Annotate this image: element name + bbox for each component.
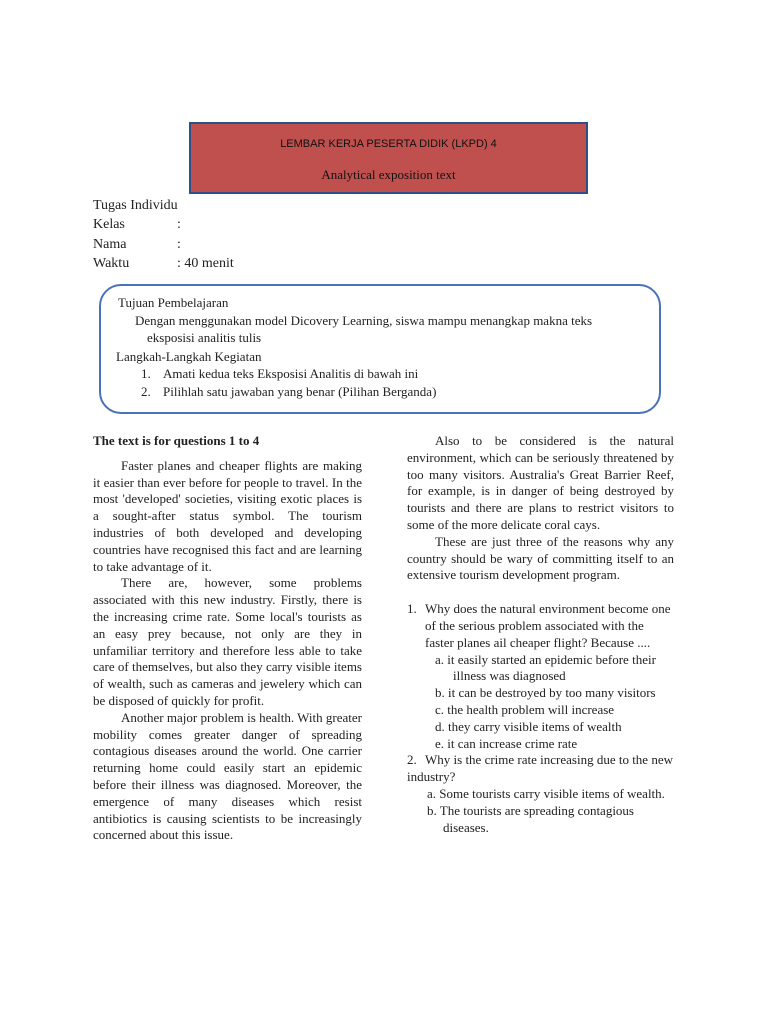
goal-line-1: Dengan menggunakan model Dicovery Learning, siswa mampu menangkap makna teks: [135, 313, 593, 328]
header-box: [189, 122, 588, 194]
question-number: 1.: [407, 601, 417, 617]
step-number: 2.: [141, 384, 151, 399]
option-b[interactable]: b. The tourists are spreading contagious diseases.: [427, 802, 634, 835]
option-e[interactable]: e. it can increase crime rate: [435, 735, 578, 751]
question-1: [407, 601, 674, 752]
info-row-nama: [93, 235, 234, 254]
option-c[interactable]: c. the health problem will increase: [435, 701, 615, 717]
worksheet-title: LEMBAR KERJA PESERTA DIDIK (LKPD) 4: [280, 138, 497, 150]
paragraph: Another major problem is health. With greater mobility comes greater danger of spreading contagious diseases around the world. One carrier returning home could easily start an epidemic before their illness was diagnosed. Moreover, the emergence of many diseases which resist antibiotics is causing scientists to be increasingly concerned about this issue.: [93, 709, 362, 843]
step-item-2: [141, 383, 436, 400]
info-value: : 40 menit: [177, 255, 234, 271]
question-2: [407, 752, 674, 836]
text-heading: The text is for questions 1 to 4: [93, 433, 260, 448]
step-item-1: [141, 365, 418, 382]
task-type: Tugas Individu: [93, 198, 178, 213]
option-a[interactable]: a. Some tourists carry visible items of wealth.: [427, 785, 665, 801]
step-text: Pilihlah satu jawaban yang benar (Pilihan Berganda): [163, 384, 437, 399]
question-text: Why does the natural environment become one of the serious problem associated with the faster planes ail cheaper flight? Because ....: [425, 601, 671, 650]
info-label: Waktu: [93, 255, 130, 271]
goal-line-2: eksposisi analitis tulis: [147, 330, 262, 345]
question-stem: [407, 601, 674, 651]
right-column: [407, 433, 674, 836]
option-b[interactable]: b. it can be destroyed by too many visitors: [435, 685, 656, 701]
info-label: Kelas: [93, 217, 125, 233]
left-column: [93, 433, 362, 844]
option-d[interactable]: d. they carry visible items of wealth: [435, 718, 622, 734]
info-label: Nama: [93, 236, 127, 252]
paragraph: Faster planes and cheaper flights are making it easier than ever before for people to travel. In the most 'developed' societies, visiting exotic places is a sought-after status symbol. The tourism industries of both developed and developing countries have recognised this fact and are learning to take advantage of it.: [93, 457, 362, 574]
step-number: 1.: [141, 366, 151, 381]
goal-title: Tujuan Pembelajaran: [118, 295, 229, 310]
student-info: [93, 196, 234, 273]
question-stem: [407, 752, 674, 786]
paragraph: Also to be considered is the natural environment, which can be seriously threatened by too many visitors. Australia's Great Barrier Reef, for example, is in danger of being destroyed by tourists and there are plans to restrict visitors to some of the more delicate coral cays.: [407, 433, 674, 532]
learning-goal-box: [99, 284, 661, 414]
question-number: 2.: [407, 752, 417, 768]
question-text: Why is the crime rate increasing due to the new industry?: [407, 752, 673, 785]
info-row-kelas: [93, 215, 234, 234]
paragraph: These are just three of the reasons why any country should be wary of committing itself to an extensive tourism development program.: [407, 533, 674, 583]
step-text: Amati kedua teks Eksposisi Analitis di bawah ini: [163, 366, 419, 381]
option-a[interactable]: a. it easily started an epidemic before their illness was diagnosed: [435, 651, 656, 684]
paragraph: There are, however, some problems associated with this new industry. Firstly, there is the increasing crime rate. Some local's tourists as an easy prey because, not only are they in unfamiliar territory and therefore less able to take care of themselves, but also they carry visible items of wealth, such as cameras and jewelery which can be disposed of quickly for profit.: [93, 575, 362, 708]
steps-title: Langkah-Langkah Kegiatan: [116, 349, 262, 364]
info-value: :: [177, 236, 181, 252]
info-value: :: [177, 217, 181, 233]
info-row-waktu: [93, 254, 234, 273]
worksheet-subtitle: Analytical exposition text: [321, 167, 456, 182]
